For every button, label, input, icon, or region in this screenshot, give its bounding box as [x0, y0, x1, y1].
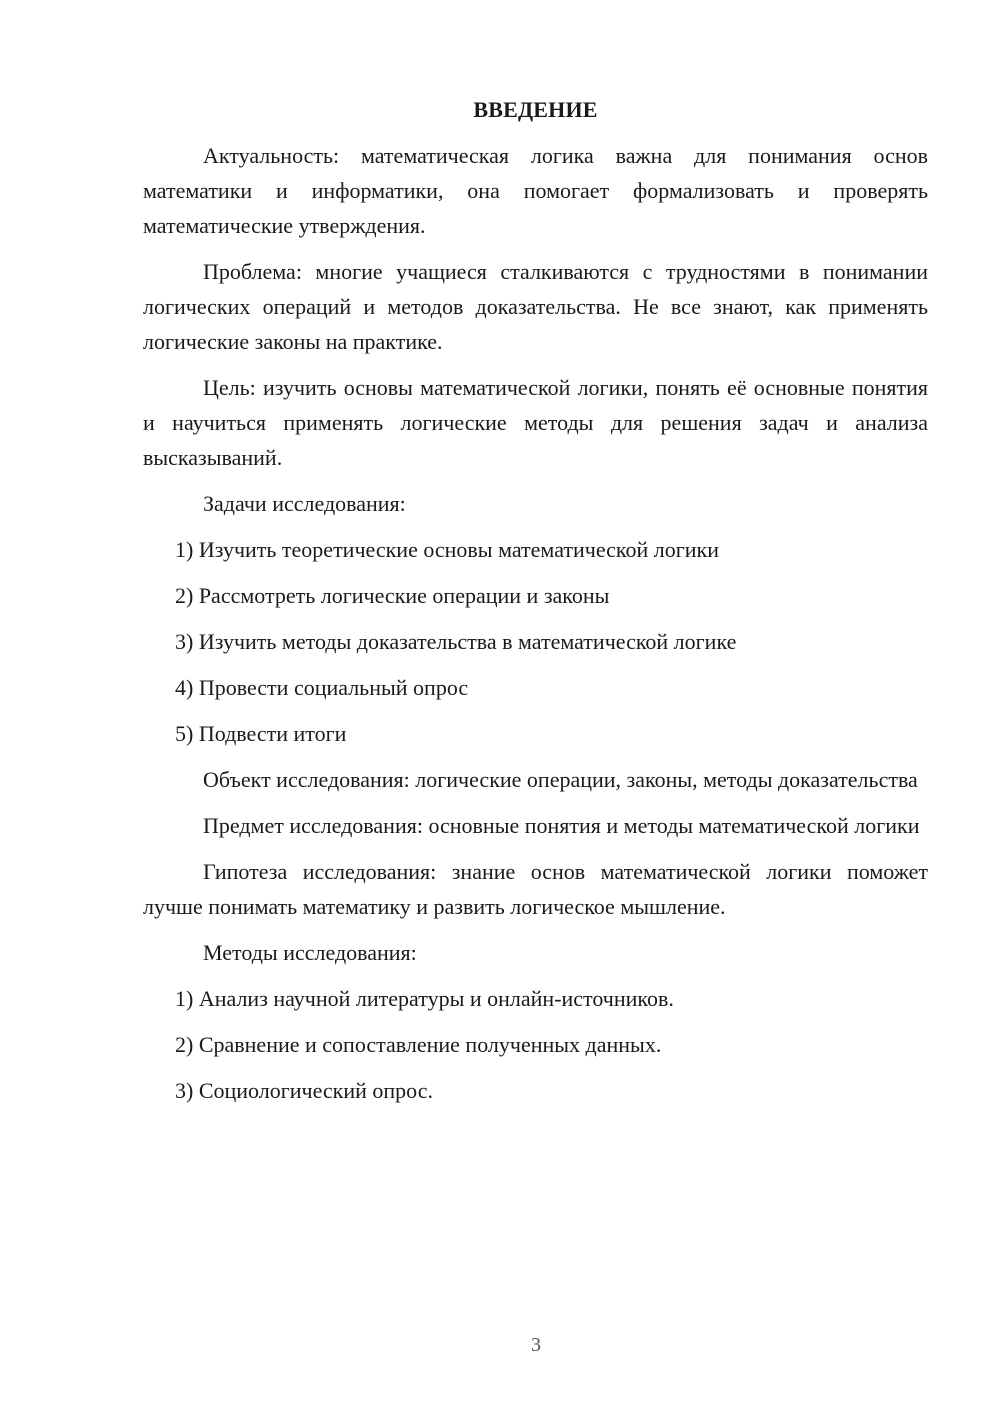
problem-paragraph: Проблема: многие учащиеся сталкиваются с трудностями в понимании логических операций и методов доказательства. Не все знают, как применять логические законы на практике. — [143, 259, 928, 354]
method-item: 3) Социологический опрос. — [175, 1078, 433, 1103]
task-item: 2) Рассмотреть логические операции и законы — [175, 583, 610, 608]
page-title: ВВЕДЕНИЕ — [473, 97, 598, 122]
document-page — [143, 92, 928, 1108]
subject-paragraph: Предмет исследования: основные понятия и методы математической логики — [203, 813, 920, 838]
task-item: 3) Изучить методы доказательства в математической логике — [175, 629, 737, 654]
page-number: 3 — [531, 1334, 541, 1356]
method-item: 1) Анализ научной литературы и онлайн-источников. — [175, 986, 674, 1011]
task-item: 1) Изучить теоретические основы математической логики — [175, 537, 720, 562]
relevance-paragraph: Актуальность: математическая логика важна для понимания основ математики и информатики, она помогает формализовать и проверять математические утверждения. — [143, 143, 928, 238]
tasks-heading: Задачи исследования: — [203, 491, 406, 516]
methods-heading: Методы исследования: — [203, 940, 417, 965]
task-item: 4) Провести социальный опрос — [175, 675, 469, 700]
task-item: 5) Подвести итоги — [175, 721, 347, 746]
goal-paragraph: Цель: изучить основы математической логики, понять её основные понятия и научиться применять логические методы для решения задач и анализа высказываний. — [143, 375, 928, 470]
hypothesis-paragraph: Гипотеза исследования: знание основ математической логики поможет лучше понимать математику и развить логическое мышление. — [143, 859, 928, 919]
method-item: 2) Сравнение и сопоставление полученных данных. — [175, 1032, 662, 1057]
object-paragraph: Объект исследования: логические операции, законы, методы доказательства — [203, 767, 918, 792]
